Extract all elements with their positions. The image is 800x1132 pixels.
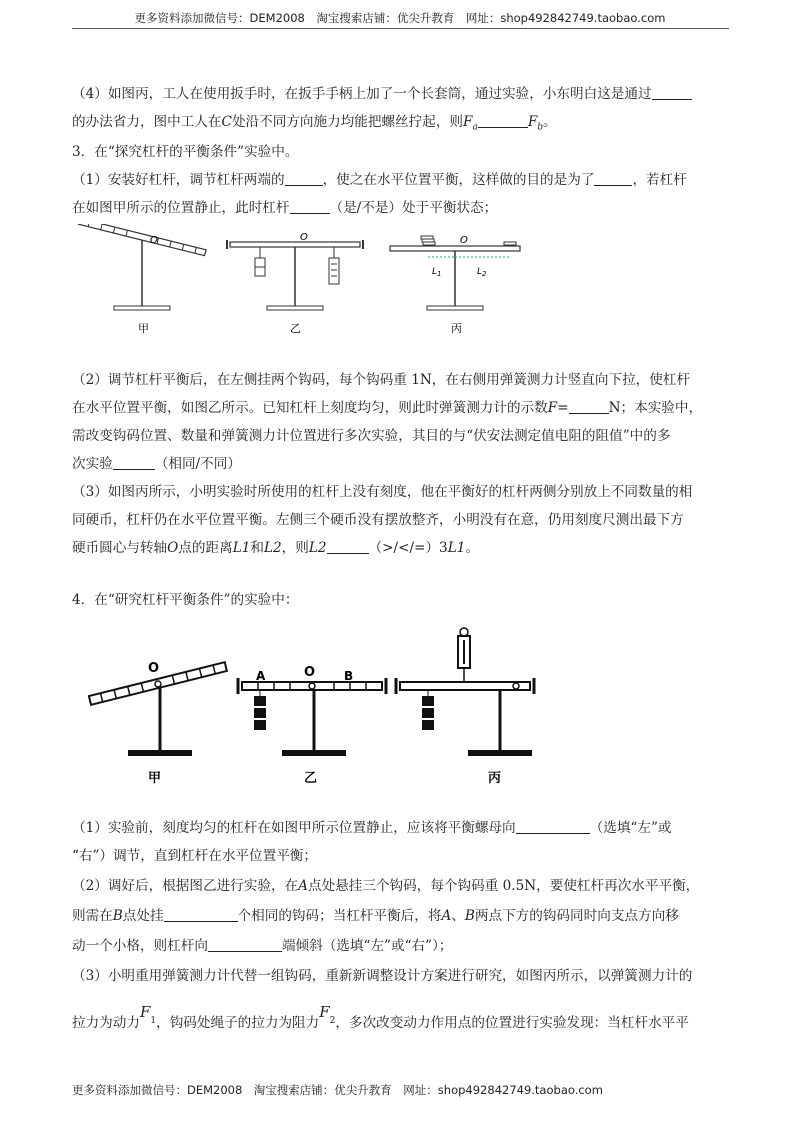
q4-text: 拉力为动力: [72, 1015, 140, 1031]
force-fb-sub: b: [537, 122, 544, 133]
answer-blank[interactable]: [285, 171, 323, 186]
q3-text: ，若杠杆: [632, 172, 687, 188]
answer-blank[interactable]: [113, 455, 155, 470]
q2-4-line1: [72, 80, 732, 108]
q4-text: ，钩码处绳子的拉力为阻力: [156, 1015, 320, 1031]
figure-yi: [227, 232, 363, 335]
pivot-o-label: O: [300, 232, 308, 243]
q3-p1-line2: [72, 194, 732, 222]
point-a-label: A: [256, 669, 266, 683]
pivot-o-label: O: [148, 661, 160, 676]
q4-text: （选填“左”或: [589, 820, 672, 836]
q4-text: 个相同的钩码；当杠杆平衡后，将: [237, 908, 442, 924]
point-c: C: [221, 114, 232, 130]
q3-text: N；本实验中，: [608, 400, 703, 416]
q3-text: 次实验: [72, 456, 113, 472]
spring-scale: [329, 258, 339, 284]
q2-4-text: 的办法省力，图中工人在: [72, 114, 222, 130]
force-fa-sub: a: [472, 122, 478, 133]
q4-text: （1）实验前，刻度均匀的杠杆在如图甲所示位置静止，应该将平衡螺母向: [72, 820, 516, 836]
q3-text: 硬币圆心与转轴: [72, 540, 168, 556]
q4-text: 端倾斜（选填“左”或“右”）；: [281, 938, 453, 954]
hook-weight: [254, 708, 266, 718]
page-header: 更多资料添加微信号：DEM2008 淘宝搜索店铺：优尖升教育 网址：shop492842749.taobao.com: [134, 11, 666, 25]
q3-p3-line1: （3）如图丙所示，小明实验时所使用的杠杆上没有刻度，他在平衡好的杠杆两侧分别放上不同数量的相: [72, 484, 693, 500]
var-l1: L1: [447, 540, 466, 556]
punct: 、: [451, 908, 465, 924]
var-l1: L1: [232, 540, 251, 556]
answer-blank[interactable]: [569, 399, 609, 414]
q4-text: 动一个小格，则杠杆向: [72, 938, 208, 954]
point-b: B: [464, 908, 475, 924]
q2-4-text: （4）如图丙，工人在使用扳手时，在扳手手柄上加了一个长套筒，通过实验，小东明白这是通过: [72, 86, 652, 102]
point-o: O: [167, 540, 179, 556]
header-divider: [72, 28, 729, 29]
q3-text: ，使之在水平位置平衡，这样做的目的是为了: [322, 172, 595, 188]
force-fa: F: [463, 114, 473, 130]
point-a: A: [298, 878, 308, 894]
q3-text: （>/</=）3: [368, 540, 448, 556]
figure-caption-bing: 丙: [451, 322, 462, 335]
var-l2: L2: [308, 540, 327, 556]
q3-text: （是/不是）处于平衡状态；: [329, 200, 498, 216]
answer-blank[interactable]: [327, 539, 369, 554]
figure-caption-bing: 丙: [488, 771, 502, 784]
q4-p3-line1: （3）小明重用弹簧测力计代替一组钩码，重新新调整设计方案进行研究，如图丙所示，以弹簧测力计的: [72, 968, 693, 984]
q3-p2-line2: [72, 394, 732, 422]
answer-blank[interactable]: [478, 113, 528, 128]
answer-blank[interactable]: [290, 199, 330, 214]
q4-figure: [88, 624, 548, 784]
hook-weight: [254, 696, 266, 706]
q3-text: 在如图甲所示的位置静止，此时杠杆: [72, 200, 290, 216]
q3-text: 和: [250, 540, 264, 556]
q4-p2-line1: [72, 872, 732, 900]
hook-weight: [255, 258, 265, 267]
figure-bing: [396, 628, 534, 784]
pivot-o-label: O: [150, 235, 158, 246]
q3-p3-line2: 同硬币，杠杆仍在水平位置平衡。左侧三个硬币没有摆放整齐，小明没有在意，仍用刻度尺测出最下方: [72, 512, 684, 528]
q4-p3-line2: [72, 1003, 732, 1043]
q3-figure: [72, 224, 542, 344]
point-b: B: [112, 908, 123, 924]
pivot-o-label: O: [304, 665, 316, 680]
q4-p1-line1: [72, 814, 732, 842]
q3-p3-line3: [72, 534, 732, 562]
answer-blank[interactable]: [516, 819, 590, 834]
q4-title: 4．在“研究杠杆平衡条件”的实验中：: [72, 592, 299, 608]
point-b-label: B: [344, 669, 354, 683]
q4-text: 点处挂: [122, 908, 164, 924]
q4-text: 则需在: [72, 908, 113, 924]
q3-p2-line4: [72, 450, 732, 478]
length-l1-label: $L_1$: [432, 267, 442, 278]
q3-text: ，则: [281, 540, 309, 556]
q3-text: （相同/不同）: [154, 456, 241, 472]
figure-caption-yi: 乙: [304, 771, 318, 784]
answer-blank[interactable]: [164, 907, 238, 922]
answer-blank[interactable]: [652, 85, 692, 100]
var-l2: L2: [263, 540, 282, 556]
figure-caption-jia: 甲: [148, 771, 162, 784]
punct: 。: [465, 540, 479, 556]
q4-text: 两点下方的钩码同时向支点方向移: [474, 908, 679, 924]
answer-blank[interactable]: [594, 171, 632, 186]
force-f1-sub: 1: [150, 1015, 157, 1026]
force-f2: F: [319, 1003, 330, 1021]
q4-text: （2）调好后，根据图乙进行实验，在: [72, 878, 299, 894]
figure-caption-jia: 甲: [138, 322, 149, 335]
q3-p2-line3: 需改变钩码位置、数量和弹簧测力计位置进行多次实验，其目的与“伏安法测定值电阻的阻值”中的多: [72, 428, 671, 444]
q3-text: （1）安装好杠杆，调节杠杆两端的: [72, 172, 285, 188]
hook-weight: [422, 720, 434, 730]
force-fb: F: [527, 114, 538, 130]
q4-text: 点处悬挂三个钩码，每个钩码重 0.5N，要使杠杆再次水平平衡，: [307, 878, 700, 894]
q3-title: 3．在“探究杠杆的平衡条件”实验中。: [72, 144, 299, 160]
q3-p1-line1: [72, 166, 732, 194]
pivot-o-label: O: [460, 235, 468, 246]
figure-caption-yi: 乙: [290, 322, 301, 335]
answer-blank[interactable]: [208, 937, 282, 952]
q2-4-line2: [72, 108, 732, 142]
q4-p2-line2: [72, 902, 732, 930]
point-a: A: [441, 908, 452, 924]
figure-yi: [238, 665, 386, 784]
q4-text: ，多次改变动力作用点的位置进行实验发现：当杠杆水平平: [335, 1015, 689, 1031]
figure-bing: [390, 235, 520, 335]
hook-weight: [255, 267, 265, 276]
page-footer: 更多资料添加微信号：DEM2008 淘宝搜索店铺：优尖升教育 网址：shop492842749.taobao.com: [72, 1083, 603, 1097]
q2-4-text: 处沿不同方向施力均能把螺丝拧起，则: [231, 114, 464, 130]
q4-p1-line2: “右”）调节，直到杠杆在水平位置平衡；: [72, 848, 317, 864]
length-l2-label: $L_2$: [477, 267, 487, 278]
force-f1: F: [139, 1003, 151, 1021]
hook-weight: [422, 696, 434, 706]
hook-weight: [422, 708, 434, 718]
q4-p2-line3: [72, 932, 732, 960]
q3-text: 在水平位置平衡，如图乙所示。已知杠杆上刻度均匀，则此时弹簧测力计的示数: [72, 400, 548, 416]
formula-f: F=: [547, 400, 569, 416]
punct: 。: [543, 114, 557, 130]
figure-jia: [78, 224, 206, 335]
hook-weight: [254, 720, 266, 730]
figure-jia: [89, 661, 227, 784]
force-f2-sub: 2: [329, 1015, 336, 1026]
q3-text: 点的距离: [178, 540, 233, 556]
q3-p2-line1: （2）调节杠杆平衡后，在左侧挂两个钩码，每个钩码重 1N，在右侧用弹簧测力计竖直向下拉，使杠杆: [72, 372, 691, 388]
